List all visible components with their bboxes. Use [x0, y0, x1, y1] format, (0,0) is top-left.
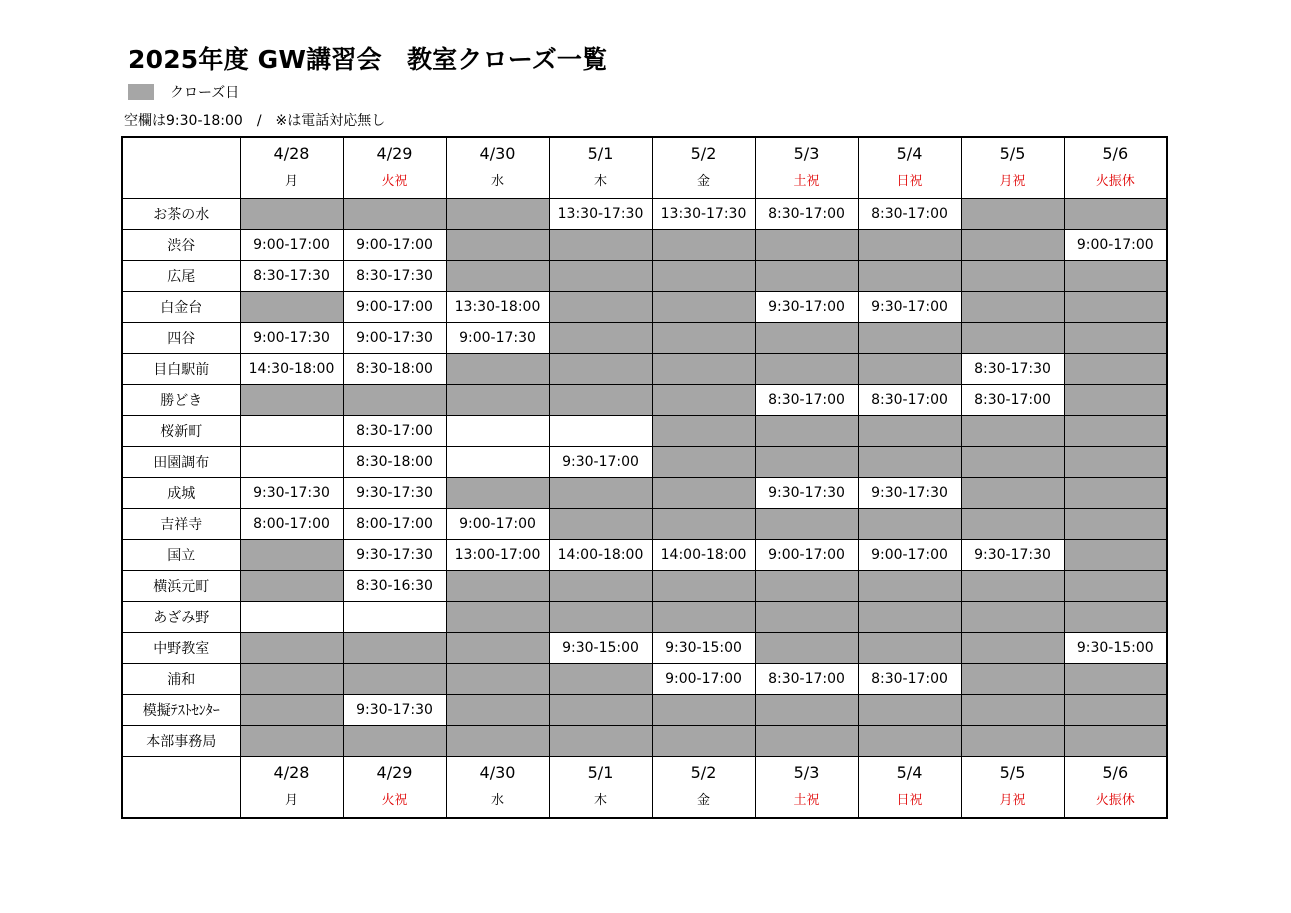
closed-cell	[343, 385, 446, 416]
closed-cell	[1064, 540, 1167, 571]
closed-cell	[961, 726, 1064, 757]
closed-cell	[755, 416, 858, 447]
closed-cell	[961, 199, 1064, 230]
closed-cell	[858, 416, 961, 447]
weekday-label: 土祝	[793, 793, 820, 808]
table-row	[122, 602, 1167, 633]
closed-cell	[549, 292, 652, 323]
closed-swatch	[128, 84, 154, 100]
closed-cell	[1064, 385, 1167, 416]
date-header-5-2	[652, 137, 755, 199]
date-label: 5/3	[793, 763, 820, 782]
hours-cell: 8:30-18:00	[343, 354, 446, 385]
classroom-name: 模擬ﾃｽﾄｾﾝﾀｰ	[122, 695, 240, 726]
closed-cell	[343, 633, 446, 664]
hours-cell: 8:30-17:00	[755, 385, 858, 416]
closed-cell	[755, 571, 858, 602]
classroom-name: お茶の水	[122, 199, 240, 230]
date-label: 4/28	[273, 144, 310, 163]
hours-cell: 14:00-18:00	[549, 540, 652, 571]
date-header-5-6	[1064, 757, 1167, 819]
closed-cell	[1064, 509, 1167, 540]
closed-cell	[652, 571, 755, 602]
closed-cell	[961, 695, 1064, 726]
date-header-5-1	[549, 757, 652, 819]
closed-cell	[858, 726, 961, 757]
date-label: 4/28	[273, 763, 310, 782]
hours-cell: 8:00-17:00	[240, 509, 343, 540]
hours-cell	[446, 447, 549, 478]
closed-cell	[858, 602, 961, 633]
closed-cell	[1064, 323, 1167, 354]
weekday-label: 月祝	[999, 793, 1026, 808]
table-row	[122, 509, 1167, 540]
hours-cell: 14:30-18:00	[240, 354, 343, 385]
date-label: 5/2	[690, 763, 717, 782]
classroom-name: 広尾	[122, 261, 240, 292]
closed-cell	[755, 354, 858, 385]
closed-cell	[446, 385, 549, 416]
closed-cell	[1064, 199, 1167, 230]
weekday-label: 火祝	[381, 174, 408, 189]
date-label: 5/4	[896, 144, 923, 163]
closed-cell	[240, 695, 343, 726]
weekday-label: 日祝	[896, 793, 923, 808]
hours-cell: 9:30-17:30	[240, 478, 343, 509]
date-header-4-28	[240, 757, 343, 819]
closed-cell	[652, 478, 755, 509]
hours-cell: 9:00-17:00	[240, 230, 343, 261]
closed-cell	[446, 726, 549, 757]
classroom-name: 桜新町	[122, 416, 240, 447]
hours-cell: 8:30-17:30	[961, 354, 1064, 385]
closed-cell	[240, 292, 343, 323]
closed-cell	[549, 602, 652, 633]
top-header-corner	[122, 137, 240, 199]
date-header-5-4	[858, 757, 961, 819]
date-label: 5/5	[999, 144, 1026, 163]
weekday-label: 水	[490, 793, 504, 808]
hours-cell: 9:00-17:00	[652, 664, 755, 695]
closed-cell	[549, 478, 652, 509]
closed-cell	[652, 261, 755, 292]
closed-cell	[446, 199, 549, 230]
closed-cell	[240, 633, 343, 664]
weekday-label: 金	[696, 174, 710, 189]
table-row	[122, 354, 1167, 385]
closed-cell	[755, 261, 858, 292]
weekday-label: 火振休	[1095, 174, 1135, 189]
weekday-label: 火振休	[1095, 793, 1135, 808]
hours-cell: 8:30-17:00	[858, 664, 961, 695]
hours-cell: 9:00-17:30	[240, 323, 343, 354]
hours-cell: 9:30-17:00	[549, 447, 652, 478]
closed-cell	[858, 354, 961, 385]
closed-cell	[240, 726, 343, 757]
closed-cell	[652, 416, 755, 447]
hours-cell: 9:30-15:00	[652, 633, 755, 664]
legend-label: クローズ日	[170, 85, 240, 101]
closed-cell	[549, 230, 652, 261]
closed-cell	[240, 199, 343, 230]
weekday-label: 金	[696, 793, 710, 808]
hours-cell	[343, 602, 446, 633]
hours-cell: 13:00-17:00	[446, 540, 549, 571]
date-label: 5/2	[690, 144, 717, 163]
closed-cell	[858, 323, 961, 354]
table-row	[122, 478, 1167, 509]
date-label: 5/4	[896, 763, 923, 782]
weekday-label: 火祝	[381, 793, 408, 808]
classroom-name: 中野教室	[122, 633, 240, 664]
closed-cell	[1064, 664, 1167, 695]
hours-cell: 8:30-17:00	[858, 199, 961, 230]
weekday-label: 日祝	[896, 174, 923, 189]
hours-cell	[240, 447, 343, 478]
closed-cell	[549, 664, 652, 695]
closed-cell	[652, 385, 755, 416]
date-header-4-29	[343, 137, 446, 199]
closed-cell	[755, 323, 858, 354]
closed-cell	[1064, 261, 1167, 292]
hours-cell: 9:30-17:30	[343, 478, 446, 509]
closed-cell	[549, 261, 652, 292]
weekday-label: 土祝	[793, 174, 820, 189]
date-label: 5/6	[1102, 763, 1129, 782]
closed-cell	[961, 416, 1064, 447]
hours-cell: 9:30-15:00	[1064, 633, 1167, 664]
date-header-5-2	[652, 757, 755, 819]
hours-cell: 9:00-17:00	[446, 509, 549, 540]
classroom-name: 渋谷	[122, 230, 240, 261]
hours-cell: 14:00-18:00	[652, 540, 755, 571]
closed-cell	[446, 633, 549, 664]
hours-cell	[446, 416, 549, 447]
hours-cell: 8:30-17:00	[755, 664, 858, 695]
legend	[128, 83, 239, 101]
date-label: 5/1	[587, 144, 614, 163]
hours-cell: 9:30-17:30	[755, 478, 858, 509]
hours-cell: 8:30-17:00	[343, 416, 446, 447]
classroom-name: 白金台	[122, 292, 240, 323]
closed-cell	[446, 354, 549, 385]
closed-cell	[961, 230, 1064, 261]
hours-cell: 8:30-16:30	[343, 571, 446, 602]
closed-cell	[549, 509, 652, 540]
closed-cell	[755, 726, 858, 757]
hours-note: 空欄は9:30-18:00 / ※は電話対応無し	[124, 113, 386, 129]
bottom-header-row	[122, 757, 1167, 819]
closed-cell	[961, 664, 1064, 695]
closed-cell	[755, 695, 858, 726]
hours-cell: 9:30-17:30	[343, 540, 446, 571]
table-row	[122, 230, 1167, 261]
date-label: 5/6	[1102, 144, 1129, 163]
hours-cell: 13:30-17:30	[652, 199, 755, 230]
classroom-name: あざみ野	[122, 602, 240, 633]
table-row	[122, 633, 1167, 664]
table-row	[122, 664, 1167, 695]
closed-cell	[755, 633, 858, 664]
closed-cell	[549, 385, 652, 416]
closed-cell	[755, 602, 858, 633]
closed-cell	[961, 602, 1064, 633]
date-label: 5/3	[793, 144, 820, 163]
hours-cell: 9:30-17:30	[858, 478, 961, 509]
closed-cell	[549, 571, 652, 602]
closed-cell	[549, 354, 652, 385]
closed-cell	[858, 261, 961, 292]
closed-cell	[1064, 695, 1167, 726]
hours-cell: 8:30-17:30	[240, 261, 343, 292]
closed-cell	[652, 292, 755, 323]
hours-cell: 8:30-17:30	[343, 261, 446, 292]
closed-cell	[1064, 726, 1167, 757]
closed-cell	[343, 199, 446, 230]
hours-cell	[240, 602, 343, 633]
closed-cell	[446, 478, 549, 509]
table-row	[122, 540, 1167, 571]
closed-cell	[755, 230, 858, 261]
table-row	[122, 695, 1167, 726]
closed-cell	[1064, 602, 1167, 633]
hours-cell: 8:30-17:00	[858, 385, 961, 416]
table-row	[122, 292, 1167, 323]
date-header-4-30	[446, 137, 549, 199]
closed-cell	[549, 726, 652, 757]
hours-cell: 9:00-17:00	[755, 540, 858, 571]
closed-cell	[858, 447, 961, 478]
hours-cell: 13:30-18:00	[446, 292, 549, 323]
weekday-label: 月祝	[999, 174, 1026, 189]
closed-cell	[858, 230, 961, 261]
classroom-name: 横浜元町	[122, 571, 240, 602]
closed-cell	[652, 509, 755, 540]
closed-cell	[343, 726, 446, 757]
weekday-label: 木	[593, 174, 607, 189]
closed-cell	[652, 726, 755, 757]
closed-cell	[858, 695, 961, 726]
closed-cell	[858, 633, 961, 664]
closed-cell	[240, 385, 343, 416]
hours-cell: 9:30-17:00	[858, 292, 961, 323]
table-row	[122, 385, 1167, 416]
classroom-name: 田園調布	[122, 447, 240, 478]
hours-cell: 8:30-17:00	[961, 385, 1064, 416]
date-label: 4/30	[479, 763, 516, 782]
hours-cell: 9:00-17:00	[343, 230, 446, 261]
hours-cell: 8:00-17:00	[343, 509, 446, 540]
weekday-label: 水	[490, 174, 504, 189]
classroom-name: 勝どき	[122, 385, 240, 416]
closed-cell	[652, 447, 755, 478]
closed-cell	[961, 447, 1064, 478]
date-label: 5/1	[587, 763, 614, 782]
closed-cell	[652, 354, 755, 385]
date-label: 4/29	[376, 144, 413, 163]
closed-cell	[1064, 416, 1167, 447]
date-header-5-5	[961, 137, 1064, 199]
weekday-label: 月	[284, 793, 298, 808]
closed-cell	[446, 664, 549, 695]
hours-cell: 13:30-17:30	[549, 199, 652, 230]
closed-cell	[446, 261, 549, 292]
closed-cell	[652, 695, 755, 726]
closed-cell	[961, 571, 1064, 602]
classroom-name: 吉祥寺	[122, 509, 240, 540]
closed-cell	[961, 478, 1064, 509]
closed-cell	[240, 540, 343, 571]
classroom-name: 本部事務局	[122, 726, 240, 757]
classroom-name: 目白駅前	[122, 354, 240, 385]
date-label: 4/30	[479, 144, 516, 163]
closed-cell	[343, 664, 446, 695]
hours-cell: 9:00-17:30	[343, 323, 446, 354]
date-header-4-28	[240, 137, 343, 199]
closed-cell	[652, 323, 755, 354]
closed-cell	[1064, 571, 1167, 602]
date-label: 5/5	[999, 763, 1026, 782]
table-row	[122, 261, 1167, 292]
hours-cell: 9:30-15:00	[549, 633, 652, 664]
closed-cell	[1064, 478, 1167, 509]
hours-cell: 9:00-17:30	[446, 323, 549, 354]
classroom-name: 浦和	[122, 664, 240, 695]
table-row	[122, 199, 1167, 230]
hours-cell	[240, 416, 343, 447]
hours-cell: 8:30-18:00	[343, 447, 446, 478]
date-header-4-29	[343, 757, 446, 819]
hours-cell: 8:30-17:00	[755, 199, 858, 230]
schedule-table	[121, 136, 1168, 819]
closed-cell	[961, 261, 1064, 292]
date-label: 4/29	[376, 763, 413, 782]
closed-cell	[961, 323, 1064, 354]
closed-cell	[858, 509, 961, 540]
closed-cell	[549, 695, 652, 726]
date-header-4-30	[446, 757, 549, 819]
top-header-row	[122, 137, 1167, 199]
closed-cell	[961, 509, 1064, 540]
closed-cell	[240, 664, 343, 695]
hours-cell: 9:30-17:30	[961, 540, 1064, 571]
closed-cell	[1064, 447, 1167, 478]
closed-cell	[446, 571, 549, 602]
closed-cell	[652, 602, 755, 633]
closed-cell	[755, 509, 858, 540]
table-row	[122, 726, 1167, 757]
weekday-label: 月	[284, 174, 298, 189]
hours-cell: 9:00-17:00	[1064, 230, 1167, 261]
classroom-name: 成城	[122, 478, 240, 509]
closed-cell	[961, 292, 1064, 323]
hours-cell: 9:00-17:00	[343, 292, 446, 323]
hours-cell: 9:30-17:30	[343, 695, 446, 726]
date-header-5-3	[755, 757, 858, 819]
table-row	[122, 416, 1167, 447]
date-header-5-5	[961, 757, 1064, 819]
closed-cell	[652, 230, 755, 261]
table-row	[122, 323, 1167, 354]
weekday-label: 木	[593, 793, 607, 808]
closed-cell	[240, 571, 343, 602]
date-header-5-4	[858, 137, 961, 199]
closed-cell	[858, 571, 961, 602]
classroom-name: 四谷	[122, 323, 240, 354]
date-header-5-6	[1064, 137, 1167, 199]
table-row	[122, 571, 1167, 602]
closed-cell	[446, 602, 549, 633]
page-title: 2025年度 GW講習会 教室クローズ一覧	[128, 45, 608, 74]
closed-cell	[1064, 292, 1167, 323]
closed-cell	[1064, 354, 1167, 385]
hours-cell: 9:00-17:00	[858, 540, 961, 571]
closed-cell	[446, 230, 549, 261]
closed-cell	[961, 633, 1064, 664]
table-row	[122, 447, 1167, 478]
bottom-header-corner	[122, 757, 240, 819]
closed-cell	[755, 447, 858, 478]
date-header-5-3	[755, 137, 858, 199]
hours-cell	[549, 416, 652, 447]
hours-cell: 9:30-17:00	[755, 292, 858, 323]
date-header-5-1	[549, 137, 652, 199]
classroom-name: 国立	[122, 540, 240, 571]
closed-cell	[549, 323, 652, 354]
closed-cell	[446, 695, 549, 726]
